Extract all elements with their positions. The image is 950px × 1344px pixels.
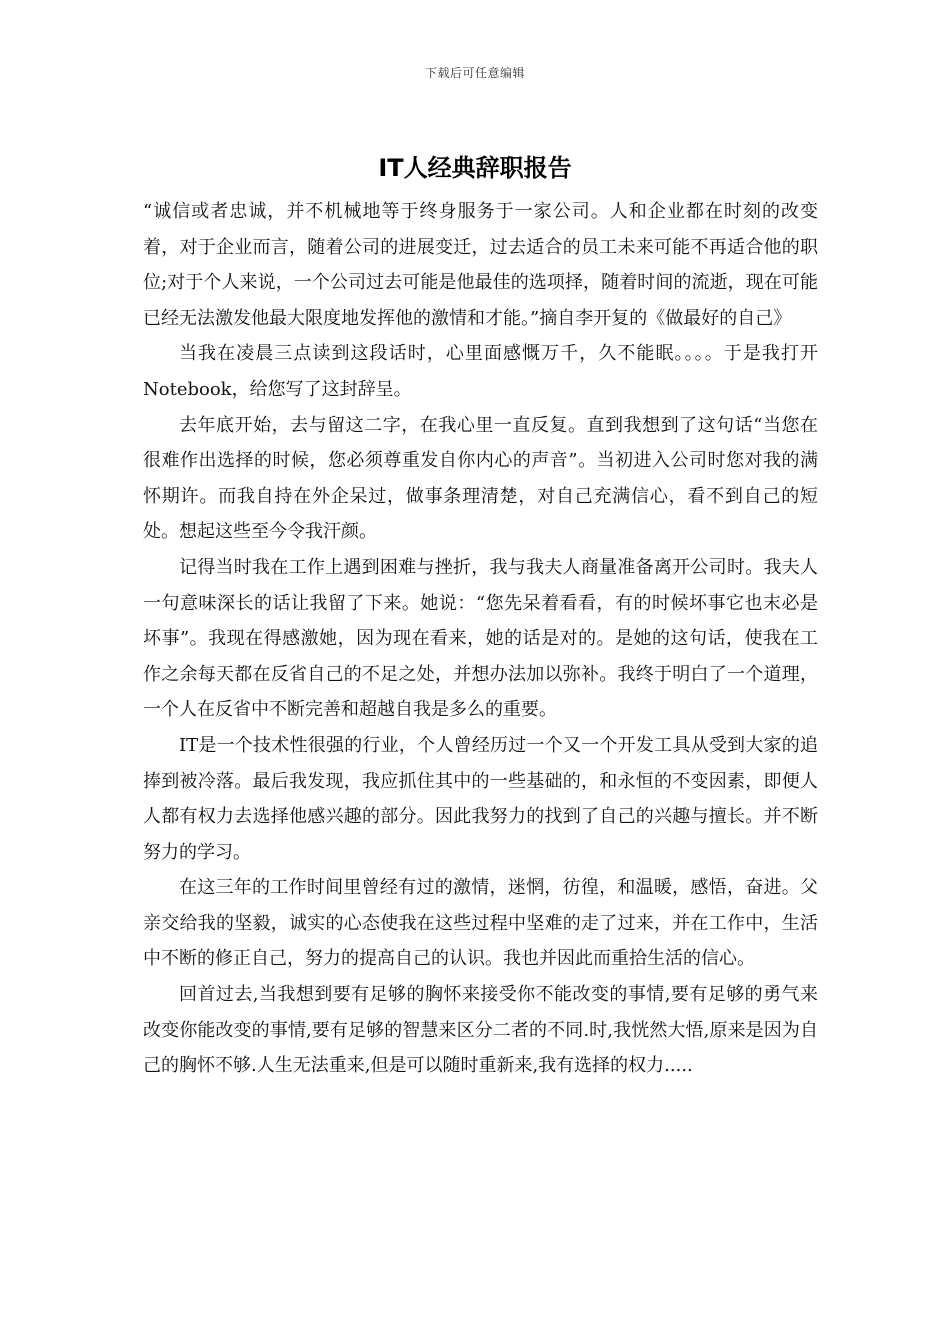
paragraph-quote: “诚信或者忠诚，并不机械地等于终身服务于一家公司。人和企业都在时刻的改变着，对于企业而言，随着公司的进展变迁，过去适合的员工未来可能不再适合他的职位;对于个人来说，一个公司过去可能是他最佳的选项择，随着时间的流逝，现在可能已经无法激发他最大限度地发挥他的激情和才能。”摘自李开复的《做最好的自己》 — [143, 201, 818, 329]
document-title: IT人经典辞职报告 — [378, 154, 572, 182]
paragraph: 去年底开始，去与留这二字，在我心里一直反复。直到我想到了这句话“当您在很难作出选择的时候，您必须尊重发自你内心的声音”。当初进入公司时您对我的满怀期许。而我自持在外企呆过，做事条理清楚，对自己充满信心，看不到自己的短处。想起这些至今令我汗颜。 — [143, 414, 818, 543]
paragraph: 当我在凌晨三点读到这段话时，心里面感慨万千，久不能眠。。。。于是我打开Notebook，给您写了这封辞呈。 — [143, 343, 818, 400]
paragraph: IT是一个技术性很强的行业，个人曾经历过一个又一个开发工具从受到大家的追捧到被冷落。最后我发现，我应抓住其中的一些基础的，和永恒的不变因素，即便人人都有权力去选择他感兴趣的部分。因此我努力的找到了自己的兴趣与擅长。并不断努力的学习。 — [143, 734, 818, 863]
paragraph: 在这三年的工作时间里曾经有过的激情，迷惘，彷徨，和温暖，感悟，奋进。父亲交给我的坚毅，诚实的心态使我在这些过程中坚难的走了过来，并在工作中，生活中不断的修正自己，努力的提高自己的认识。我也并因此而重拾生活的信心。 — [143, 877, 818, 970]
paragraph: 记得当时我在工作上遇到困难与挫折，我与我夫人商量准备离开公司时。我夫人一句意味深长的话让我留了下来。她说：“您先呆着看看，有的时候坏事它也末必是坏事”。我现在得感激她，因为现在看来，她的话是对的。是她的这句话，使我在工作之余每天都在反省自己的不足之处，并想办法加以弥补。我终于明白了一个道理，一个人在反省中不断完善和超越自我是多么的重要。 — [143, 556, 818, 721]
header-note: 下载后可任意编辑 — [424, 66, 525, 80]
document-body — [143, 194, 818, 1084]
paragraph: 回首过去,当我想到要有足够的胸怀来接受你不能改变的事情,要有足够的勇气来改变你能改变的事情,要有足够的智慧来区分二者的不同.时,我恍然大悟,原来是因为自己的胸怀不够.人生无法重来,但是可以随时重新来,我有选择的权力..... — [143, 984, 818, 1077]
